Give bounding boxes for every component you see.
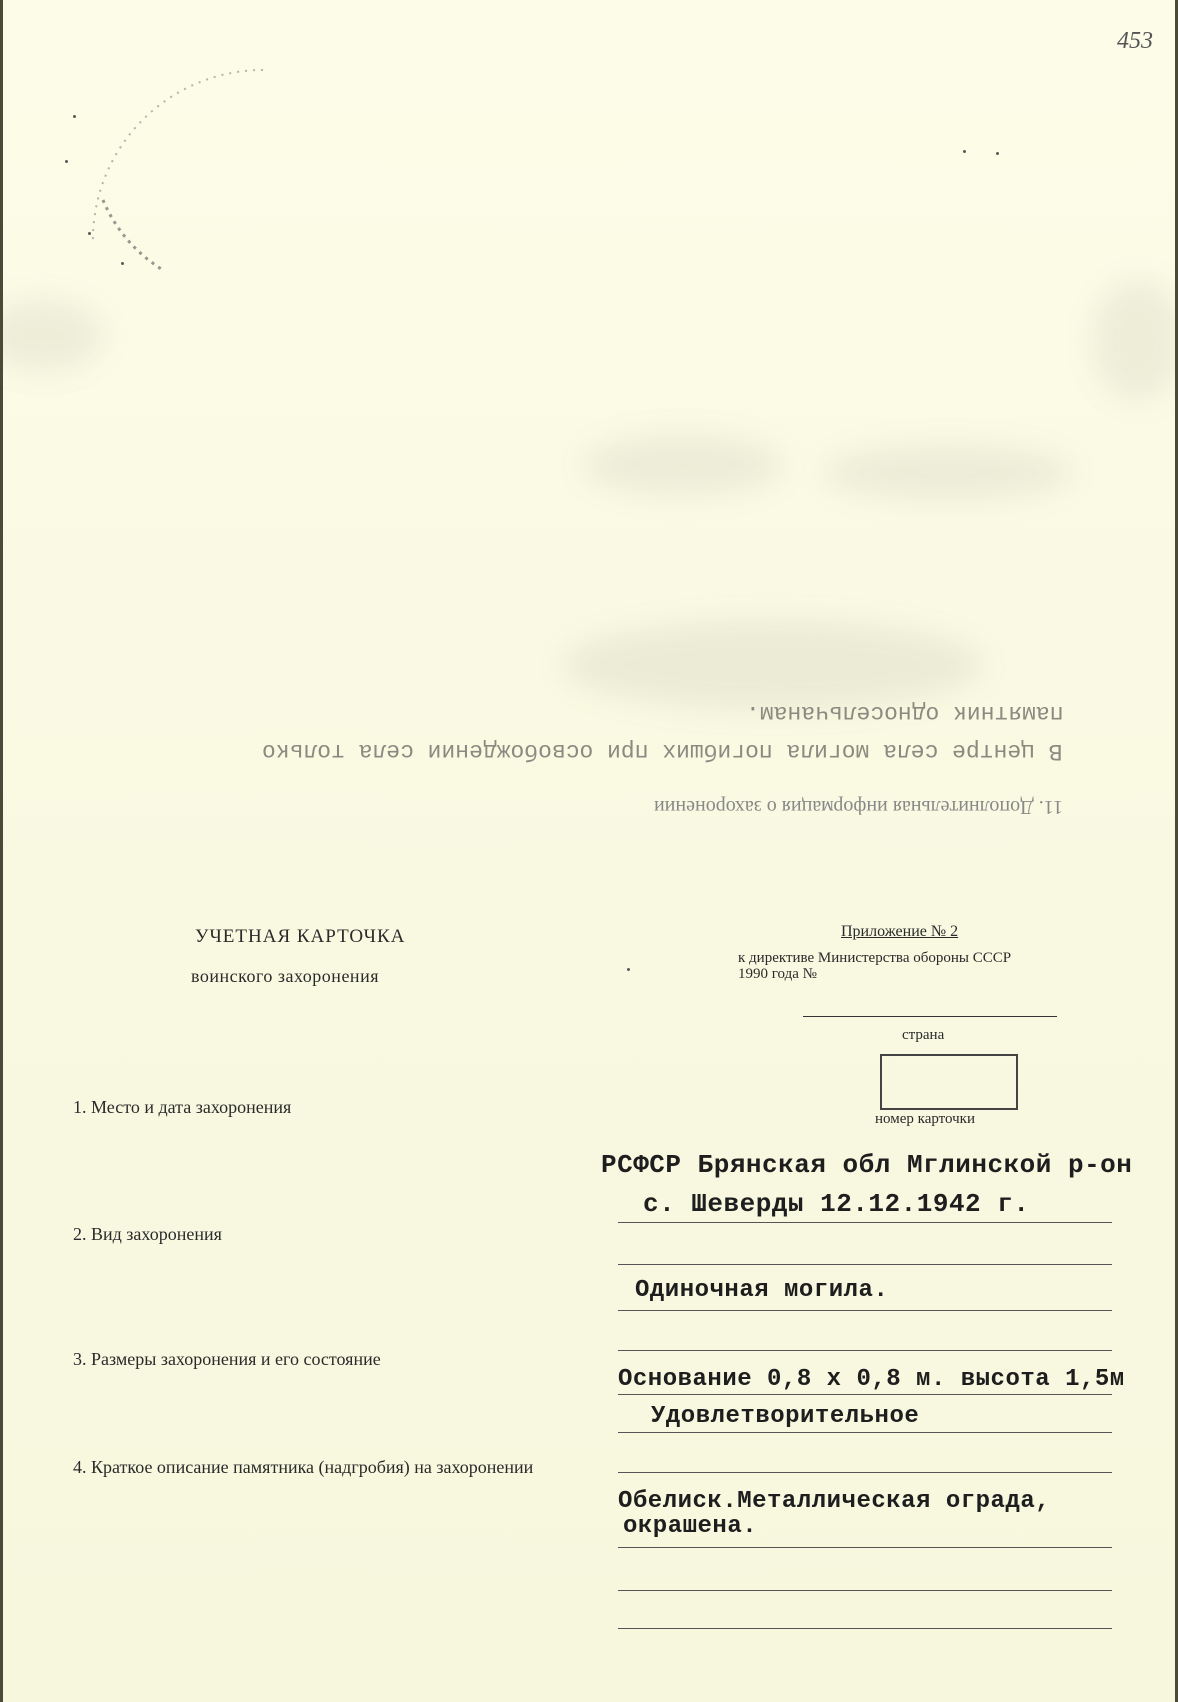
directive-line: 1990 года №: [738, 966, 817, 982]
field-label-size-condition: 3. Размеры захоронения и его состояние: [73, 1349, 381, 1369]
form-line: [618, 1350, 1112, 1351]
paper-smudge: [583, 435, 783, 495]
reverse-side-heading: 11. Дополнительная информация о захоронении: [654, 796, 1063, 818]
form-line: [618, 1628, 1112, 1629]
paper-smudge: [563, 620, 983, 710]
directive-line: к директиве Министерства обороны СССР: [738, 950, 1012, 966]
form-line: [618, 1222, 1112, 1223]
reverse-side-text: памятник односельчанам.: [745, 700, 1063, 726]
ink-speck: [996, 152, 999, 155]
form-line: [618, 1394, 1112, 1395]
form-line: [618, 1472, 1112, 1473]
form-line: [618, 1310, 1112, 1311]
country-line: [803, 1016, 1057, 1017]
typed-condition: Удовлетворительное: [651, 1403, 920, 1430]
ink-speck: [627, 968, 630, 971]
form-line: [618, 1547, 1112, 1548]
country-label: страна: [902, 1027, 945, 1043]
appendix-label: Приложение № 2: [841, 923, 959, 940]
reverse-side-text: В центре села могила погибших при освобождении села только: [262, 738, 1063, 764]
typed-place: РСФСР Брянская обл Мглинской р-он: [601, 1150, 1133, 1180]
card-number-label: номер карточки: [875, 1111, 975, 1127]
directive-reference: [738, 950, 1118, 982]
card-number-box: [880, 1054, 1018, 1110]
typed-monument-paint: окрашена.: [623, 1513, 758, 1540]
field-label-burial-type: 2. Вид захоронения: [73, 1224, 222, 1244]
form-line: [618, 1264, 1112, 1265]
typed-date: с. Шеверды 12.12.1942 г.: [643, 1189, 1030, 1219]
paper-smudge: [1093, 280, 1178, 400]
ink-speck: [963, 150, 966, 153]
form-line: [618, 1432, 1112, 1433]
card-title: УЧЕТНАЯ КАРТОЧКА: [195, 926, 406, 947]
form-line: [618, 1590, 1112, 1591]
field-label-place-date: 1. Место и дата захоронения: [73, 1097, 292, 1117]
page-number: 453: [1117, 28, 1153, 54]
typed-size: Основание 0,8 х 0,8 м. высота 1,5м: [618, 1366, 1125, 1393]
faded-stamp: [43, 40, 293, 290]
card-subtitle: воинского захоронения: [191, 966, 379, 986]
paper-smudge: [823, 445, 1073, 500]
typed-monument: Обелиск.Металлическая ограда,: [618, 1488, 1051, 1515]
field-label-monument: 4. Краткое описание памятника (надгробия) на захоронении: [73, 1457, 534, 1477]
paper-smudge: [0, 300, 103, 370]
typed-burial-type: Одиночная могила.: [635, 1277, 889, 1304]
